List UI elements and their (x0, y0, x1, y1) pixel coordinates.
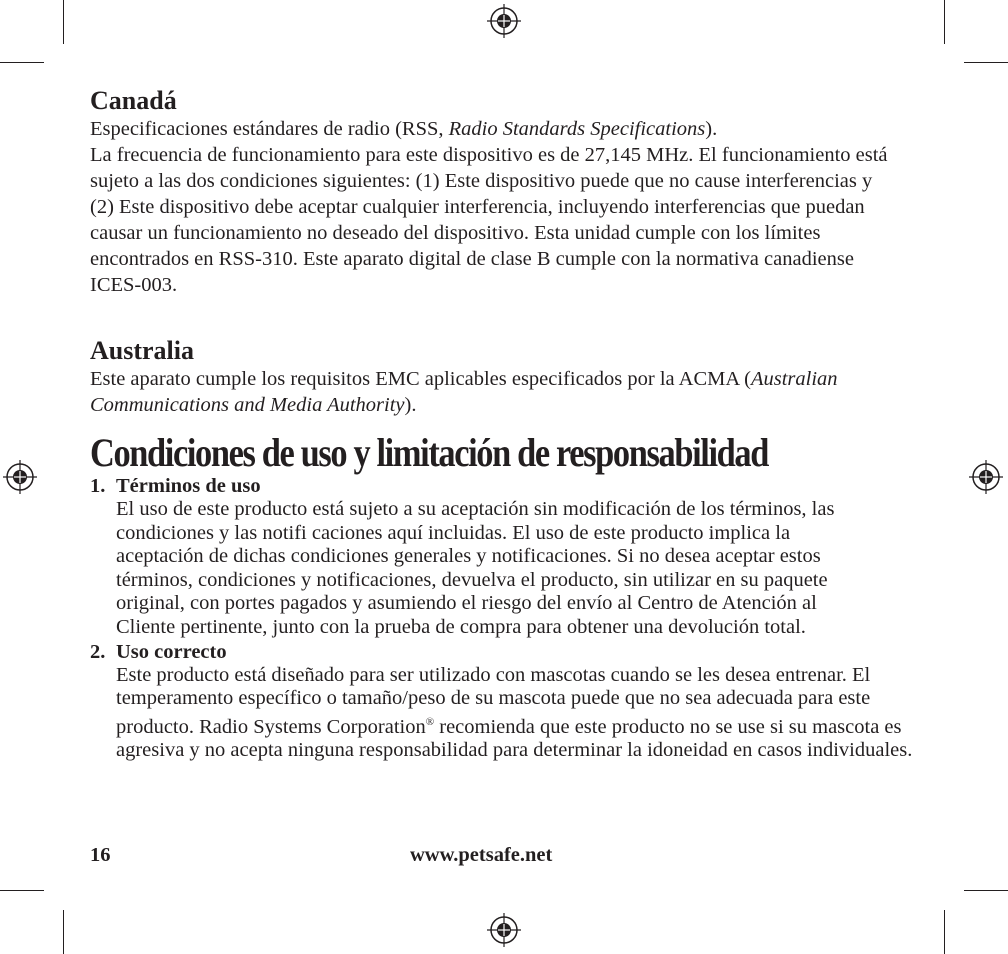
registration-mark-bottom-icon (487, 913, 521, 947)
canada-body: La frecuencia de funcionamiento para este dispositivo es de 27,145 MHz. El funcionamiento está sujeto a las dos condiciones siguientes: (1) Este dispositivo puede que no cause interferencias y (2) Este dispositivo debe aceptar cualquier interferencia, incluyendo interferencias que puedan causar un funcionamiento no deseado del dispositivo. Esta unidad cumple con los límites encontrados en RSS-310. Este aparato digital de clase B cumple con la normativa canadiense ICES-003. (90, 144, 888, 296)
canada-rss-prefix: Especificaciones estándares de radio (RSS, (90, 118, 449, 140)
item-body (90, 664, 916, 763)
registration-mark-left-icon (3, 460, 37, 494)
item-body-prefix: Este producto está diseñado para ser utilizado con mascotas cuando se les desea entrenar. El temperamento específico o tamaño/peso de su mascota puede que no sea adecuada para este producto. Radio Systems Corporation (116, 663, 871, 738)
crop-mark-top-right-h (964, 62, 1008, 63)
registration-mark-top-icon (487, 4, 521, 38)
website-link[interactable]: www.petsafe.net (410, 844, 553, 866)
canada-section (90, 86, 890, 298)
item-heading (90, 640, 920, 664)
crop-mark-bottom-left-h (0, 890, 44, 891)
item-title: Uso correcto (116, 640, 227, 663)
list-item (90, 474, 920, 640)
australia-body-italic: Australian Communications and Media Authority (90, 368, 838, 416)
item-title: Términos de uso (116, 475, 261, 497)
item-body: El uso de este producto está sujeto a su aceptación sin modificación de los términos, las condiciones y las notifi caciones aquí incluidas. El uso de este producto implica la aceptación de dichas condiciones generales y notificaciones. Si no desea aceptar estos términos, condiciones y notificaciones, devuelva el producto, sin utilizar en su paquete original, con portes pagados y asumiendo el riesgo del envío al Centro de Atención al Cliente pertinente, junto con la prueba de compra para obtener una devolución total. (116, 498, 835, 638)
item-number: 1. (90, 475, 106, 497)
item-body-suffix: recomienda que este producto no se use si su mascota es agresiva y no acepta ninguna responsabilidad para determinar la idoneidad en casos individuales. (116, 715, 913, 762)
list-item (90, 640, 920, 763)
australia-body-suffix: ). (404, 394, 417, 416)
crop-mark-top-right-v (944, 0, 945, 44)
crop-mark-top-left-v (63, 0, 64, 44)
registered-mark: ® (425, 715, 435, 728)
australia-body (90, 366, 910, 418)
canada-heading: Canadá (90, 86, 177, 115)
australia-section (90, 336, 910, 418)
australia-body-prefix: Este aparato cumple los requisitos EMC aplicables especificados por la ACMA ( (90, 368, 751, 390)
item-number: 2. (90, 640, 106, 663)
conditions-list (90, 474, 920, 763)
crop-mark-bottom-right-h (964, 890, 1008, 891)
item-heading (90, 474, 920, 498)
canada-rss-suffix: ). (705, 118, 718, 140)
section-title: Condiciones de uso y limitación de responsabilidad (90, 430, 768, 475)
page-number: 16 (90, 844, 111, 866)
australia-heading: Australia (90, 336, 194, 365)
crop-mark-bottom-left-v (63, 910, 64, 954)
canada-rss-italic: Radio Standards Specifications (448, 118, 706, 140)
crop-mark-top-left-h (0, 62, 44, 63)
crop-mark-bottom-right-v (944, 910, 945, 954)
registration-mark-right-icon (969, 460, 1003, 494)
canada-rss-line (90, 116, 890, 142)
